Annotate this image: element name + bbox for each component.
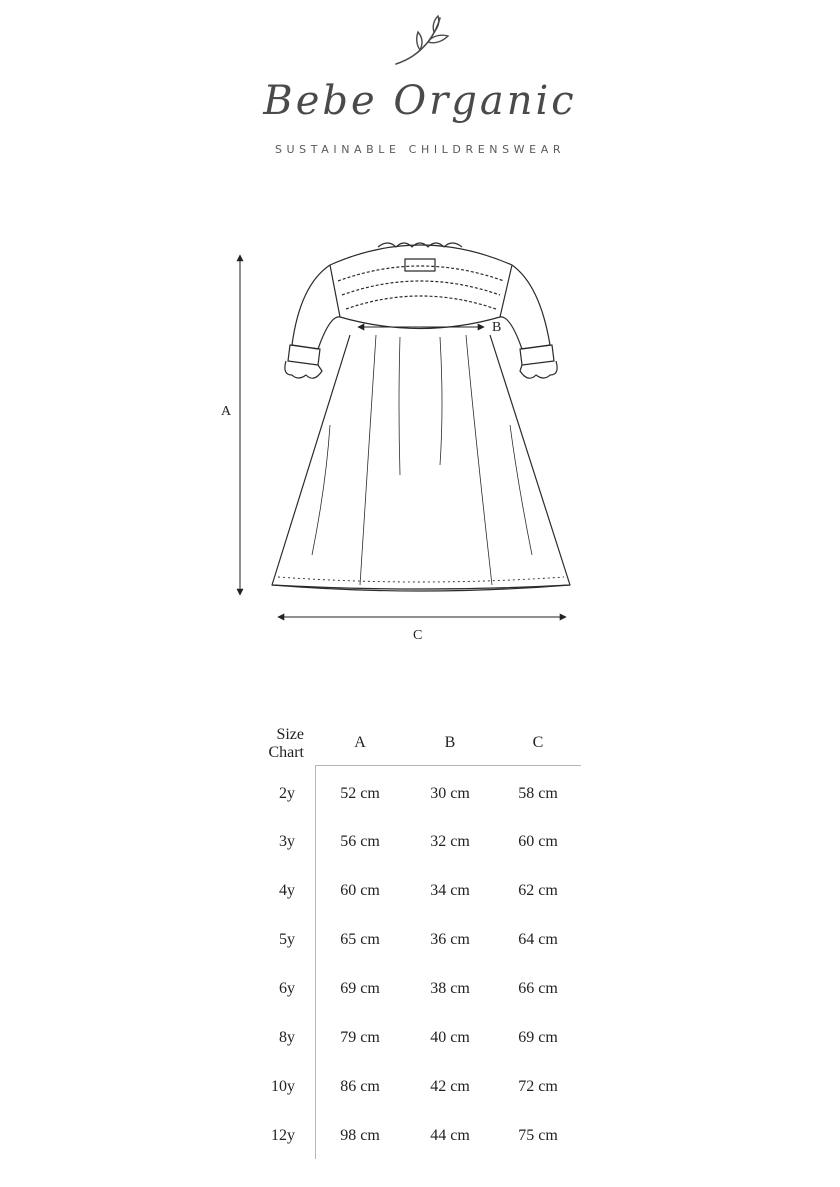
- table-cell: 52 cm: [340, 785, 380, 802]
- table-cell: 38 cm: [430, 980, 470, 997]
- table-cell: 79 cm: [340, 1029, 380, 1046]
- column-header-b: B: [444, 734, 456, 751]
- table-cell: 56 cm: [340, 833, 380, 850]
- table-cell: 72 cm: [518, 1078, 558, 1095]
- dimension-b-label: B: [492, 320, 502, 335]
- table-cell: 36 cm: [430, 931, 470, 948]
- size-chart-corner: [258, 726, 304, 762]
- table-cell: 98 cm: [340, 1127, 380, 1144]
- table-cell: 62 cm: [518, 882, 558, 899]
- row-size-label: 3y: [279, 833, 295, 850]
- brand-name: Bebe Organic: [263, 78, 577, 124]
- table-horizontal-rule: [315, 765, 581, 766]
- row-size-label: 12y: [271, 1127, 295, 1144]
- dimension-a-label: A: [221, 404, 232, 419]
- row-size-label: 10y: [271, 1078, 295, 1095]
- leaf-sprig-icon: [388, 14, 452, 72]
- table-cell: 42 cm: [430, 1078, 470, 1095]
- dress-diagram: [0, 225, 840, 665]
- table-cell: 34 cm: [430, 882, 470, 899]
- row-size-label: 5y: [279, 931, 295, 948]
- table-cell: 69 cm: [340, 980, 380, 997]
- dimension-c-label: C: [413, 628, 423, 643]
- row-size-label: 4y: [279, 882, 295, 899]
- row-size-label: 8y: [279, 1029, 295, 1046]
- table-cell: 64 cm: [518, 931, 558, 948]
- row-size-label: 2y: [279, 785, 295, 802]
- table-cell: 32 cm: [430, 833, 470, 850]
- table-cell: 58 cm: [518, 785, 558, 802]
- row-size-label: 6y: [279, 980, 295, 997]
- table-cell: 66 cm: [518, 980, 558, 997]
- table-cell: 40 cm: [430, 1029, 470, 1046]
- table-cell: 60 cm: [340, 882, 380, 899]
- column-header-a: A: [354, 734, 366, 751]
- table-vertical-rule: [315, 765, 316, 1159]
- table-cell: 30 cm: [430, 785, 470, 802]
- dress-illustration: [272, 243, 570, 591]
- table-cell: 75 cm: [518, 1127, 558, 1144]
- table-cell: 86 cm: [340, 1078, 380, 1095]
- column-header-c: C: [532, 734, 544, 751]
- table-cell: 69 cm: [518, 1029, 558, 1046]
- table-cell: 44 cm: [430, 1127, 470, 1144]
- size-chart-corner-line2: Chart: [268, 744, 304, 761]
- size-chart-corner-line1: Size: [276, 726, 304, 743]
- table-cell: 60 cm: [518, 833, 558, 850]
- table-cell: 65 cm: [340, 931, 380, 948]
- brand-tagline: SUSTAINABLE CHILDRENSWEAR: [274, 143, 566, 156]
